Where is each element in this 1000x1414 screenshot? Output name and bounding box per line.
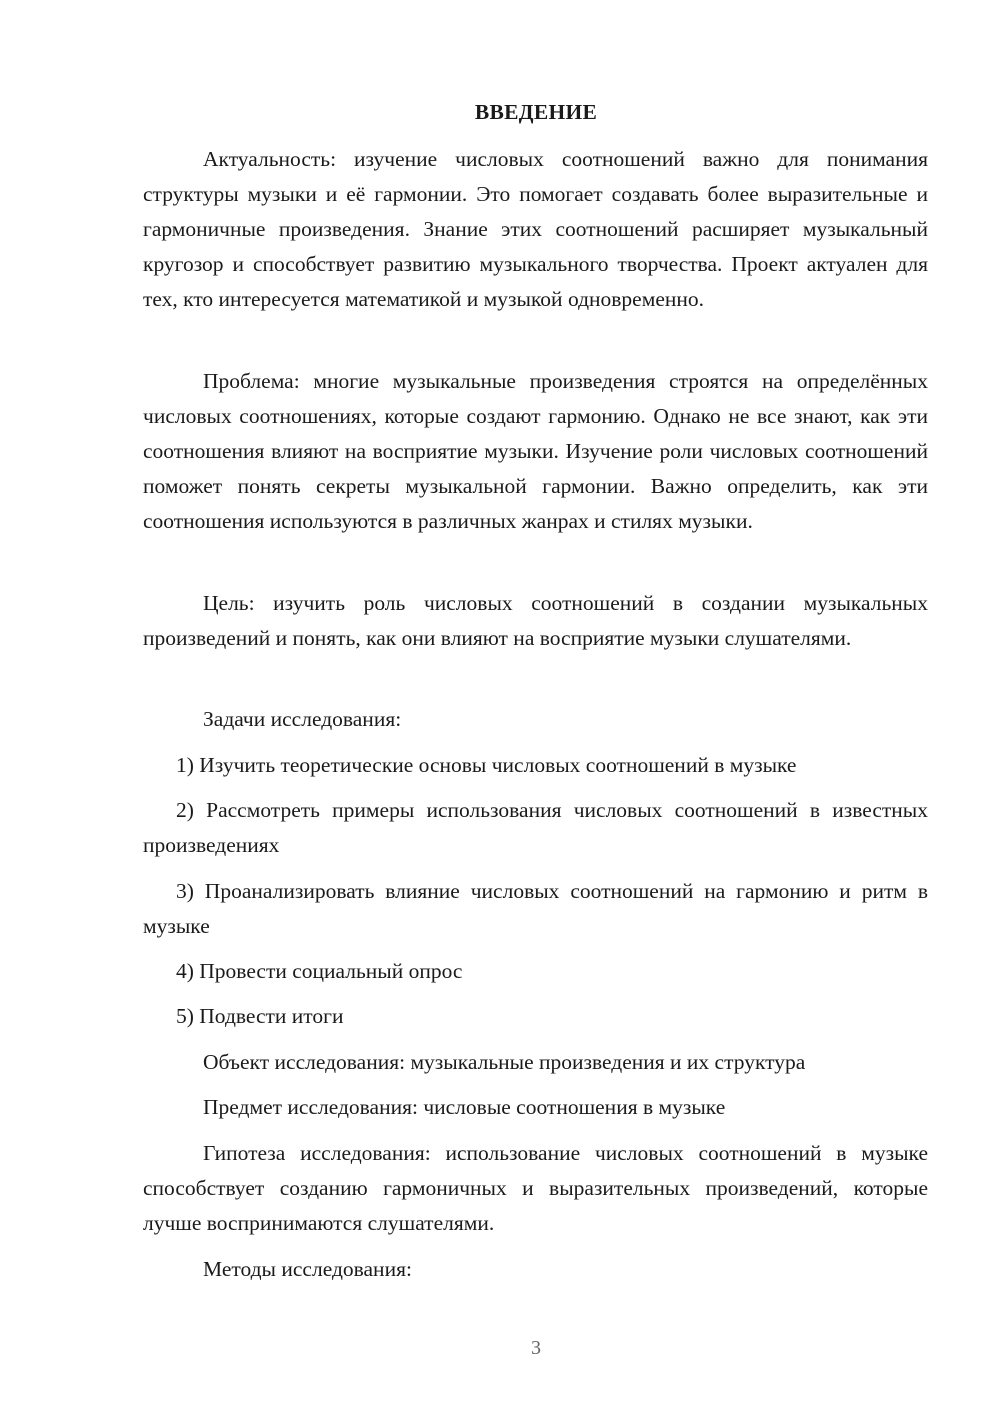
task-item-5: 5) Подвести итоги (176, 1004, 344, 1028)
methods-heading: Методы исследования: (203, 1257, 412, 1281)
paragraph-subject: Предмет исследования: числовые соотношения в музыке (203, 1095, 726, 1119)
task-item-1: 1) Изучить теоретические основы числовых соотношений в музыке (176, 753, 797, 777)
paragraph-goal: Цель: изучить роль числовых соотношений в создании музыкальных произведений и понять, как они влияют на восприятие музыки слушателями. (143, 591, 928, 650)
tasks-heading: Задачи исследования: (203, 707, 402, 731)
page-number: 3 (531, 1337, 541, 1359)
paragraph-problem: Проблема: многие музыкальные произведения строятся на определённых числовых соотношениях, которые создают гармонию. Однако не все знают, как эти соотношения влияют на восприятие музыки. Изучение роли числовых соотношений поможет понять секреты музыкальной гармонии. Важно определить, как эти соотношения используются в различных жанрах и стилях музыки. (143, 369, 928, 533)
task-item-2: 2) Рассмотреть примеры использования числовых соотношений в известных произведениях (143, 798, 928, 857)
page-title: ВВЕДЕНИЕ (474, 100, 598, 124)
task-item-3: 3) Проанализировать влияние числовых соотношений на гармонию и ритм в музыке (143, 879, 928, 938)
paragraph-object: Объект исследования: музыкальные произведения и их структура (203, 1050, 806, 1074)
paragraph-relevance: Актуальность: изучение числовых соотношений важно для понимания структуры музыки и её гармонии. Это помогает создавать более выразительные и гармоничные произведения. Знание этих соотношений расширяет музыкальный кругозор и способствует развитию музыкального творчества. Проект актуален для тех, кто интересуется математикой и музыкой одновременно. (143, 147, 928, 311)
task-item-4: 4) Провести социальный опрос (176, 959, 463, 983)
paragraph-hypothesis: Гипотеза исследования: использование числовых соотношений в музыке способствует созданию гармоничных и выразительных произведений, которые лучше воспринимаются слушателями. (143, 1141, 928, 1235)
